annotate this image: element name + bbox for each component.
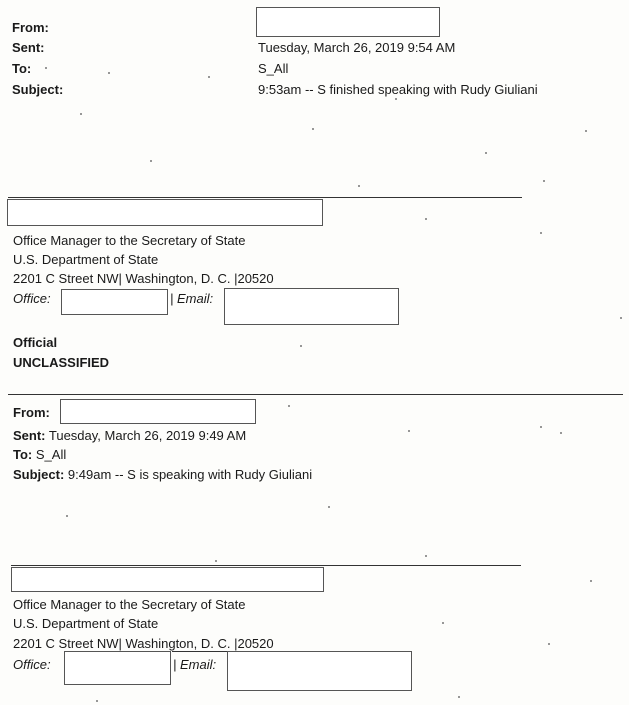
signature-address: 2201 C Street NW| Washington, D. C. |20520	[13, 271, 274, 286]
office-redaction	[64, 651, 171, 685]
sent-value: Tuesday, March 26, 2019 9:54 AM	[258, 40, 456, 55]
scan-speck	[458, 696, 460, 698]
scan-speck	[208, 76, 210, 78]
subject-line	[13, 467, 312, 482]
email-redaction	[227, 651, 412, 691]
from-redaction	[60, 399, 256, 424]
signature-org: U.S. Department of State	[13, 252, 159, 267]
scan-speck	[108, 72, 110, 74]
scan-speck	[150, 160, 152, 162]
scan-speck	[548, 643, 550, 645]
scan-speck	[358, 185, 360, 187]
subject-value: 9:49am -- S is speaking with Rudy Giuliani	[67, 467, 313, 482]
scan-speck	[540, 426, 542, 428]
to-label: To:	[12, 61, 32, 76]
sent-label: Sent:	[13, 428, 46, 443]
classification-level: UNCLASSIFIED	[13, 355, 110, 370]
sent-value: Tuesday, March 26, 2019 9:49 AM	[48, 428, 247, 443]
scan-speck	[540, 232, 542, 234]
scan-speck	[425, 218, 427, 220]
signature-rule	[11, 565, 521, 566]
scan-speck	[543, 180, 545, 182]
email-label: | Email:	[173, 657, 217, 672]
signature-address: 2201 C Street NW| Washington, D. C. |20520	[13, 636, 274, 651]
scan-speck	[485, 152, 487, 154]
to-value: S_All	[258, 61, 289, 76]
office-label: Office:	[13, 657, 51, 672]
email-redaction	[224, 288, 399, 325]
sent-line	[13, 428, 246, 443]
scan-speck	[328, 506, 330, 508]
classification-official: Official	[13, 335, 58, 350]
scan-speck	[590, 580, 592, 582]
name-redaction	[7, 199, 323, 226]
signature-title: Office Manager to the Secretary of State	[13, 597, 246, 612]
scan-speck	[45, 67, 47, 69]
subject-label: Subject:	[13, 467, 65, 482]
subject-label: Subject:	[12, 82, 64, 97]
sent-label: Sent:	[12, 40, 45, 55]
scan-speck	[288, 405, 290, 407]
scan-speck	[66, 515, 68, 517]
scan-speck	[395, 98, 397, 100]
office-label: Office:	[13, 291, 51, 306]
email-label: | Email:	[170, 291, 214, 306]
email-separator-rule	[8, 394, 623, 395]
from-redaction	[256, 7, 440, 37]
scan-speck	[585, 130, 587, 132]
signature-rule	[8, 197, 522, 198]
scan-speck	[425, 555, 427, 557]
scan-speck	[312, 128, 314, 130]
subject-value: 9:53am -- S finished speaking with Rudy Giuliani	[258, 82, 538, 97]
signature-org: U.S. Department of State	[13, 616, 159, 631]
scan-speck	[620, 317, 622, 319]
signature-title: Office Manager to the Secretary of State	[13, 233, 246, 248]
scan-speck	[80, 113, 82, 115]
from-label: From:	[12, 20, 49, 35]
scan-speck	[96, 700, 98, 702]
to-line	[13, 447, 66, 462]
to-value: S_All	[35, 447, 67, 462]
scan-speck	[442, 622, 444, 624]
name-redaction	[11, 567, 324, 592]
scan-speck	[408, 430, 410, 432]
to-label: To:	[13, 447, 33, 462]
scan-speck	[560, 432, 562, 434]
scan-speck	[215, 560, 217, 562]
from-label: From:	[13, 405, 50, 420]
scan-speck	[300, 345, 302, 347]
office-redaction	[61, 289, 168, 315]
